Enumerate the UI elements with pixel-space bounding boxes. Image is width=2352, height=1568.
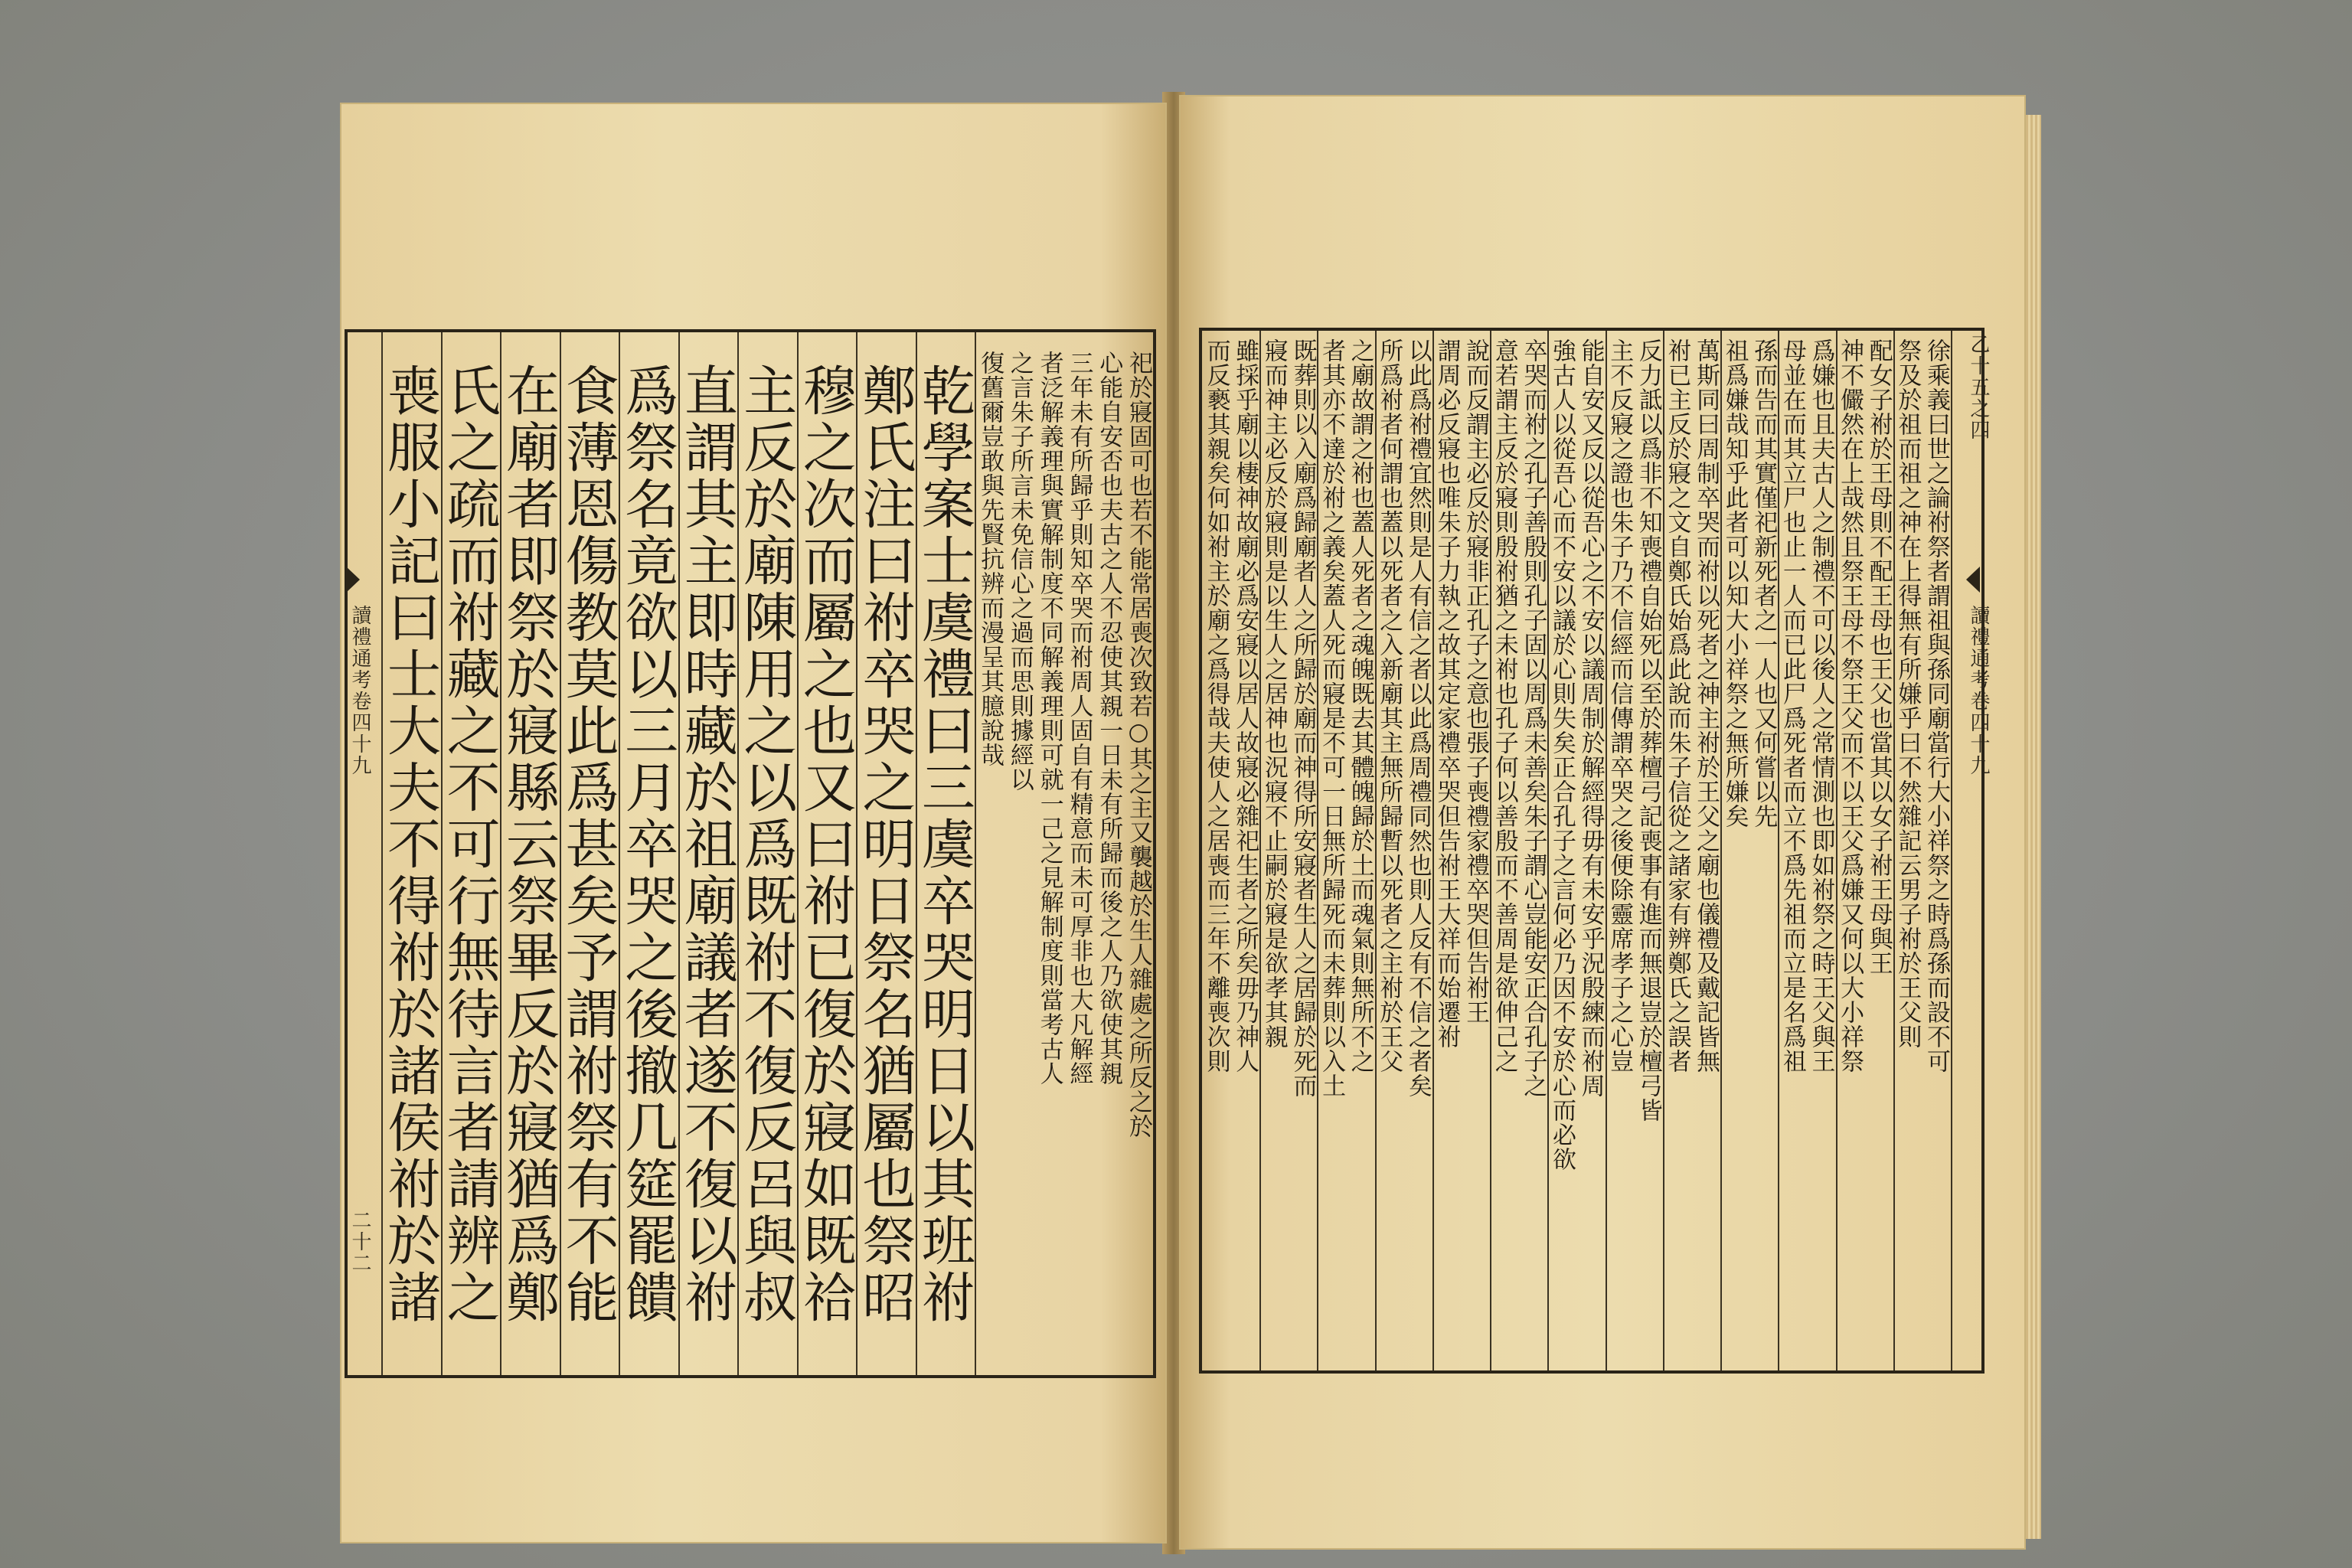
text-column: 徐乘義曰世之論祔祭者謂祖與孫同廟當行大小祥祭之時爲孫而設不可	[1922, 338, 1950, 1073]
commentary-column: 之言朱子所言未免信心之過而思則據經以	[1005, 351, 1034, 792]
column-rule	[1490, 331, 1491, 1370]
left-margin-label: 讀禮通考卷四十九	[348, 605, 371, 776]
text-column: 卒哭而祔之孔子善殷則孔子固以周爲未善矣朱子謂心豈能安正合孔子之	[1519, 338, 1547, 1098]
column-rule	[1778, 331, 1779, 1370]
main-text-column: 穆之次而屬之也又曰祔已復於寢如既祫	[794, 363, 858, 1326]
text-column: 寢而神主必反於寢則是以生人之居神也況寢不止嗣於寢是欲孝其親	[1259, 338, 1288, 1049]
text-column: 意若謂主反於寢則殷祔猶之未祔也孔子何以善殷而不善周是欲伸己之	[1490, 338, 1518, 1073]
main-text-column: 直謂其主即時藏於祖廟議者遂不復以祔	[675, 363, 739, 1326]
text-column: 母並在而其立尸也止一人而已此尸爲死者而立不爲先祖而立是名爲祖	[1778, 338, 1806, 1073]
main-text-column: 喪服小記曰士大夫不得祔於諸侯祔於諸	[378, 363, 442, 1326]
text-column: 既葬則以入廟爲歸廟者人之所歸於廟而神得所安寢者生人之居歸於死而	[1289, 338, 1317, 1098]
left-page-text-frame	[345, 329, 1156, 1378]
text-column: 爲嫌也且夫古人之制禮不可以後人之常情測也即如祔祭之時王父與王	[1807, 338, 1835, 1073]
right-top-margin-label: 乙十五之四	[1967, 334, 1990, 441]
text-column: 祖爲嫌哉知乎此者可以知大小祥祭之無所嫌矣	[1720, 338, 1749, 828]
text-column: 以此爲祔禮宜然則是人有信之者以此爲周禮同然也則人反有不信之者矣	[1403, 338, 1432, 1098]
main-text-column: 主反於廟陳用之以爲既祔不復反呂與叔	[734, 363, 798, 1326]
column-rule	[1606, 331, 1607, 1370]
text-column: 而反褻其親矣何如祔主於廟之爲得哉夫使人之居喪而三年不離喪次則	[1202, 338, 1230, 1073]
column-rule	[1432, 331, 1434, 1370]
column-rule	[1893, 331, 1895, 1370]
text-column: 所爲祔者何謂也蓋以死者之入新廟其主無所歸暫以死者之主祔於王父	[1375, 338, 1403, 1073]
commentary-column: 心能自安否也夫古之人不忍使其親一日未有所歸而後之人乃欲使其親	[1095, 351, 1123, 1086]
text-column: 強古人以從吾心而不安以議於心則失矣正合孔子之言何必乃因不安於心而必欲	[1547, 338, 1576, 1171]
main-text-column: 鄭氏注曰祔卒哭之明日祭名猶屬也祭昭	[853, 363, 916, 1326]
column-rule	[1317, 331, 1318, 1370]
column-rule	[1951, 331, 1952, 1370]
text-column: 反力詆以爲非不知喪禮自始死以至於葬檀弓記喪事有進而無退豈於檀弓皆	[1634, 338, 1662, 1122]
column-rule	[1375, 331, 1377, 1370]
main-text-column: 食薄恩傷教莫此爲甚矣予謂祔祭有不能	[557, 363, 620, 1326]
right-page-text-frame	[1199, 328, 1984, 1374]
text-column: 配女子祔於王母則不配王母也王父也當其以女子祔王母與王	[1864, 338, 1893, 975]
commentary-column: 三年未有所歸乎則知卒哭而祔周人固自有精意而未可厚非也大凡解經	[1065, 351, 1093, 1086]
left-page-number: 二十二	[348, 1210, 371, 1274]
right-margin-label: 讀禮通考卷四十九	[1967, 605, 1990, 776]
main-text-column: 氏之疏而祔藏之不可行無待言者請辨之	[438, 363, 501, 1326]
text-column: 祔已主反於寢之文自鄭氏始爲此說而朱子信從之諸家有辨鄭氏之誤者	[1663, 338, 1691, 1073]
commentary-column: 祀於寢固可也若不能常居喪次致若○其之主又襲越於生人雜處之所反之於	[1124, 351, 1152, 1138]
text-column: 者其亦不達於祔之義矣蓋人死而寢是不可一日無所歸死而未葬則以入土	[1318, 338, 1346, 1098]
text-column: 謂周必反寢也唯朱子力執之故其定家禮卒哭但告祔王大祥而始遷祔	[1432, 338, 1461, 1049]
text-column: 雖採乎廟以棲神故廟必爲安寢以居人故寢必雜祀生者之所矣毋乃神人	[1231, 338, 1259, 1073]
text-column: 說而反謂主必反於寢非正孔子之意也張子喪禮家禮卒哭但告祔王	[1462, 338, 1490, 1024]
column-rule	[381, 332, 383, 1375]
column-rule	[1663, 331, 1664, 1370]
column-rule	[1259, 331, 1261, 1370]
commentary-column: 者泛解義理與實解制度不同解義理則可就一己之見解制度則當考古人	[1035, 351, 1063, 1086]
text-column: 能自安又反以從吾心之不安以議周制於解經得毋有未安乎況殷練而祔周	[1576, 338, 1605, 1098]
main-text-column: 在廟者即祭於寢縣云祭畢反於寢猶爲鄭	[497, 363, 560, 1326]
column-rule	[1720, 331, 1722, 1370]
text-column: 萬斯同曰周制卒哭而祔以死者之神主祔於王父之廟也儀禮及戴記皆無	[1692, 338, 1720, 1073]
text-column: 之廟故謂之祔也蓋人死者之魂魄既去其體魄歸於土而魂氣則無所不之	[1346, 338, 1374, 1073]
text-column: 主不反寢之證也朱子乃不信經而信傳謂卒哭之後便除靈席孝子之心豈	[1606, 338, 1634, 1073]
main-text-column: 爲祭名竟欲以三月卒哭之後撤几筵罷饋	[616, 363, 679, 1326]
text-column: 神不儼然在上哉然且祭王母不祭王父而不以王父爲嫌又何以大小祥祭	[1836, 338, 1864, 1073]
commentary-column: 復舊爾豈敢與先賢抗辨而漫呈其臆說哉	[976, 351, 1004, 767]
main-text-column: 乾學案士虞禮曰三虞卒哭明日以其班祔	[913, 363, 976, 1326]
text-column: 祭及於祖而祖之神在上得無有所嫌乎曰不然雜記云男子祔於王父則	[1893, 338, 1922, 1049]
column-rule	[1836, 331, 1838, 1370]
column-rule	[1547, 331, 1549, 1370]
text-column: 孫而告而其實僅祀新死者之一人也又何嘗以先	[1749, 338, 1778, 828]
